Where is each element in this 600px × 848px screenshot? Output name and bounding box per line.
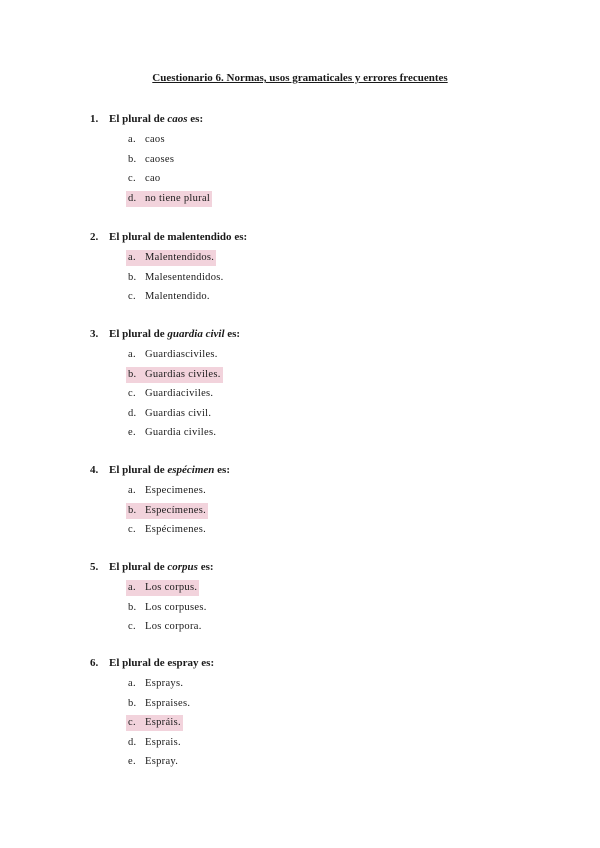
answer-option: [126, 425, 218, 441]
answer-option-highlighted: [126, 250, 216, 266]
question-number: 3.: [90, 328, 99, 340]
question-heading: [90, 561, 214, 573]
option-letter: c.: [128, 388, 136, 399]
answer-option: [126, 289, 212, 305]
question-prefix: El plural de: [109, 561, 168, 573]
answer-option: [126, 696, 192, 712]
answer-option: [126, 754, 180, 770]
option-letter: c.: [128, 621, 136, 632]
option-text: Guardiaciviles.: [145, 388, 214, 399]
answer-option: [126, 676, 185, 692]
option-letter: b.: [128, 153, 137, 165]
answer-option: [126, 270, 226, 286]
option-text: Guardiasciviles.: [145, 349, 218, 360]
question-term: espray: [167, 657, 199, 669]
question-heading: [90, 657, 214, 669]
question-number: 1.: [90, 113, 99, 125]
question-prefix: El plural de: [109, 113, 168, 125]
option-text: Especimenes.: [145, 485, 207, 496]
question-prefix: El plural de: [109, 657, 168, 669]
option-text: cao: [145, 173, 161, 184]
option-text: Guardia civiles.: [145, 427, 217, 438]
option-letter: c.: [128, 291, 136, 302]
question-heading: [90, 231, 247, 243]
answer-option-highlighted: [126, 191, 212, 207]
answer-option-highlighted: [126, 580, 199, 596]
question-suffix: es:: [197, 561, 214, 573]
option-text: Espráis.: [145, 717, 181, 728]
option-letter: a.: [128, 252, 136, 263]
option-letter: b.: [128, 601, 137, 613]
answer-option: [126, 600, 209, 616]
option-text: Espray.: [145, 756, 179, 767]
question-heading: [90, 464, 230, 476]
question-prefix: El plural de: [109, 231, 168, 243]
option-text: Guardias civil.: [145, 407, 212, 419]
question-suffix: es:: [187, 113, 204, 125]
question-prefix: El plural de: [109, 464, 168, 476]
answer-option: [126, 735, 183, 751]
answer-option: [126, 152, 176, 168]
answer-option: [126, 483, 208, 499]
option-letter: a.: [128, 678, 136, 689]
option-text: Los corpora.: [145, 621, 202, 632]
option-text: no tiene plural: [145, 192, 211, 204]
option-text: Esprays.: [145, 678, 184, 689]
question-heading: [90, 328, 240, 340]
question-heading: [90, 113, 203, 125]
option-letter: a.: [128, 349, 136, 360]
answer-option: [126, 386, 215, 402]
option-letter: e.: [128, 756, 136, 767]
answer-option: [126, 406, 213, 422]
question-term: caos: [167, 113, 188, 125]
option-letter: a.: [128, 134, 136, 145]
answer-option: [126, 171, 162, 187]
question-suffix: es:: [231, 231, 248, 243]
option-letter: b.: [128, 697, 137, 709]
option-letter: b.: [128, 368, 137, 380]
answer-option-highlighted: [126, 367, 223, 383]
question-term: malentendido: [167, 231, 232, 243]
option-letter: a.: [128, 485, 136, 496]
option-letter: d.: [128, 736, 137, 748]
answer-option-highlighted: [126, 503, 208, 519]
option-text: caos: [145, 134, 165, 145]
answer-option: [126, 132, 167, 148]
question-number: 2.: [90, 231, 99, 243]
page-title: Cuestionario 6. Normas, usos gramaticales y errores frecuentes: [152, 72, 448, 84]
question-suffix: es:: [214, 464, 230, 476]
question-number: 4.: [90, 464, 99, 476]
answer-option: [126, 522, 208, 538]
option-text: Los corpuses.: [145, 601, 207, 613]
answer-option: [126, 619, 204, 635]
question-term: espécimen: [167, 464, 215, 476]
option-text: Esprais.: [145, 736, 181, 748]
option-letter: b.: [128, 504, 137, 516]
option-text: Malesentendidos.: [145, 271, 224, 283]
option-text: Espécimenes.: [145, 524, 207, 535]
question-prefix: El plural de: [109, 328, 168, 340]
question-term: corpus: [167, 561, 198, 573]
option-text: Malentendido.: [145, 291, 210, 302]
answer-option-highlighted: [126, 715, 183, 731]
question-suffix: es:: [198, 657, 215, 669]
option-letter: c.: [128, 173, 136, 184]
option-letter: e.: [128, 427, 136, 438]
question-number: 5.: [90, 561, 99, 573]
option-letter: c.: [128, 524, 136, 535]
option-letter: c.: [128, 717, 136, 728]
option-letter: d.: [128, 192, 137, 204]
option-text: Guardias civiles.: [145, 368, 221, 380]
option-letter: a.: [128, 582, 136, 593]
option-text: Malentendidos.: [145, 252, 215, 263]
question-suffix: es:: [224, 328, 241, 340]
answer-option: [126, 347, 220, 363]
option-text: Los corpus.: [145, 582, 198, 593]
option-text: Espraises.: [145, 697, 191, 709]
option-letter: b.: [128, 271, 137, 283]
option-text: Especímenes.: [145, 504, 207, 516]
question-term: guardia civil: [167, 328, 225, 340]
question-number: 6.: [90, 657, 99, 669]
option-text: caoses: [145, 153, 175, 165]
option-letter: d.: [128, 407, 137, 419]
